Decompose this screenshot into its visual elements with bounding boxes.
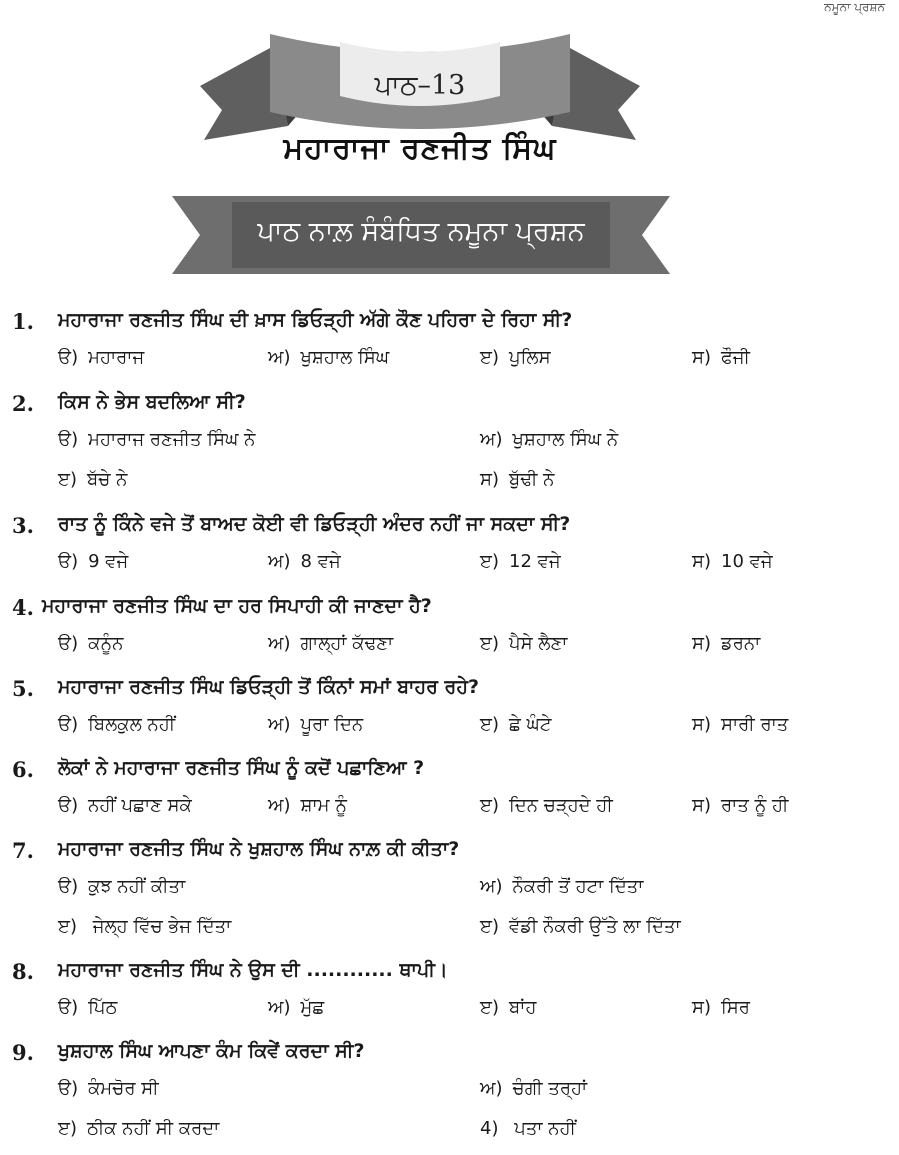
- question-6-options: [0, 794, 899, 828]
- option-d: ਸ) ਸਾਰੀ ਰਾਤ: [692, 714, 789, 735]
- option-c: ੲ) ਬਾਂਹ: [480, 997, 537, 1018]
- question-4-options: [0, 632, 899, 666]
- option-b: ਅ) ਨੌਕਰੀ ਤੋਂ ਹਟਾ ਦਿੱਤਾ: [480, 876, 644, 897]
- option-b: ਅ) 8 ਵਜੇ: [268, 551, 341, 572]
- option-c: ੲ) ਦਿਨ ਚੜ੍ਹਦੇ ਹੀ: [480, 795, 613, 816]
- option-d: ਸ) ਸਿਰ: [692, 997, 750, 1018]
- question-number: 6.: [12, 757, 34, 782]
- question-number: 5.: [12, 676, 34, 701]
- option-d: ਸ) ਰਾਤ ਨੂੰ ਹੀ: [692, 795, 789, 816]
- option-c: ੲ) ਬੱਚੇ ਨੇ: [58, 469, 128, 490]
- section-banner: [172, 196, 670, 274]
- question-7-options-row1: [0, 875, 899, 909]
- option-b: ਅ) ਮੁੱਛ: [268, 997, 325, 1018]
- option-a: ੳ) ਮਹਾਰਾਜ: [58, 347, 145, 368]
- option-d: ਸ) ਡਰਨਾ: [692, 633, 761, 654]
- option-a: ੳ) ਨਹੀਂ ਪਛਾਣ ਸਕੇ: [58, 795, 192, 816]
- option-b: ਅ) ਸ਼ਾਮ ਨੂੰ: [268, 795, 347, 816]
- question-text: ਮਹਾਰਾਜਾ ਰਣਜੀਤ ਸਿੰਘ ਡਿਓੜ੍ਹੀ ਤੋਂ ਕਿੰਨਾਂ ਸਮਾਂ ਬਾਹਰ ਰਹੇ?: [58, 676, 480, 698]
- option-b: ਅ) ਪੂਰਾ ਦਿਨ: [268, 714, 364, 735]
- option-c: ੲ) ਛੇ ਘੰਟੇ: [480, 714, 552, 735]
- option-b: ਅ) ਖੁਸ਼ਹਾਲ ਸਿੰਘ ਨੇ: [480, 429, 619, 450]
- question-8-options: [0, 996, 899, 1030]
- question-1-options: [0, 346, 899, 380]
- question-5: [0, 673, 899, 707]
- question-4: [0, 592, 899, 626]
- option-d: 4) ਪਤਾ ਨਹੀਂ: [480, 1118, 576, 1139]
- question-3-options: [0, 550, 899, 584]
- question-number: 8.: [12, 959, 34, 984]
- option-d: ਸ) 10 ਵਜੇ: [692, 551, 773, 572]
- option-b: ਅ) ਖੁਸ਼ਹਾਲ ਸਿੰਘ: [268, 347, 390, 368]
- question-number: 9.: [12, 1040, 34, 1065]
- question-number: 1.: [12, 309, 34, 334]
- question-7: [0, 835, 899, 869]
- question-9-options-row1: [0, 1077, 899, 1111]
- option-d: ਸ) ਫੌਜੀ: [692, 347, 750, 368]
- question-9-options-row2: [0, 1117, 899, 1151]
- question-7-options-row2: [0, 915, 899, 949]
- question-text: ਖੁਸ਼ਹਾਲ ਸਿੰਘ ਆਪਣਾ ਕੰਮ ਕਿਵੇਂ ਕਰਦਾ ਸੀ?: [58, 1040, 365, 1062]
- question-text: ਮਹਾਰਾਜਾ ਰਣਜੀਤ ਸਿੰਘ ਨੇ ਖੁਸ਼ਹਾਲ ਸਿੰਘ ਨਾਲ਼ ਕੀ ਕੀਤਾ?: [58, 838, 460, 860]
- option-c: ੲ) ਪੈਸੇ ਲੈਣਾ: [480, 633, 568, 654]
- option-a: ੳ) ਪਿੱਠ: [58, 997, 118, 1018]
- option-a: ੳ) ਬਿਲਕੁਲ ਨਹੀਂ: [58, 714, 176, 735]
- question-number: 7.: [12, 838, 34, 863]
- question-8: [0, 956, 899, 990]
- question-1: [0, 306, 899, 340]
- question-2: [0, 388, 899, 422]
- question-text: ਲੋਕਾਂ ਨੇ ਮਹਾਰਾਜਾ ਰਣਜੀਤ ਸਿੰਘ ਨੂੰ ਕਦੋਂ ਪਛਾਣਿਆ ?: [58, 757, 425, 779]
- question-number: 2.: [12, 391, 34, 416]
- question-3: [0, 510, 899, 544]
- option-a: ੳ) ਮਹਾਰਾਜ ਰਣਜੀਤ ਸਿੰਘ ਨੇ: [58, 429, 256, 450]
- question-text: ਮਹਾਰਾਜਾ ਰਣਜੀਤ ਸਿੰਘ ਨੇ ਉਸ ਦੀ ............ ਥਾਪੀ।: [58, 959, 448, 981]
- option-a: ੳ) ਕੰਮਚੋਰ ਸੀ: [58, 1078, 159, 1099]
- chapter-ribbon-banner: [200, 28, 640, 178]
- option-c: ੲ) ਠੀਕ ਨਹੀਂ ਸੀ ਕਰਦਾ: [58, 1118, 220, 1139]
- chapter-title: ਮਹਾਰਾਜਾ ਰਣਜੀਤ ਸਿੰਘ: [283, 131, 557, 166]
- option-c: ੲ) ਪੁਲਿਸ: [480, 347, 551, 368]
- question-5-options: [0, 713, 899, 747]
- section-title: ਪਾਠ ਨਾਲ਼ ਸੰਬੰਧਿਤ ਨਮੂਨਾ ਪ੍ਰਸ਼ਨ: [257, 216, 585, 247]
- lesson-number: ਪਾਠ–13: [374, 70, 466, 101]
- question-2-options-row2: [0, 468, 899, 502]
- option-d: ਸ) ਬੁੱਢੀ ਨੇ: [480, 469, 555, 490]
- option-b: ਅ) ਚੰਗੀ ਤਰ੍ਹਾਂ: [480, 1078, 588, 1099]
- question-2-options-row1: [0, 428, 899, 462]
- question-6: [0, 754, 899, 788]
- question-text: ਮਹਾਰਾਜਾ ਰਣਜੀਤ ਸਿੰਘ ਦੀ ਖ਼ਾਸ ਡਿਓੜ੍ਹੀ ਅੱਗੇ ਕੌਣ ਪਹਿਰਾ ਦੇ ਰਿਹਾ ਸੀ?: [58, 309, 573, 331]
- question-text: ਰਾਤ ਨੂੰ ਕਿੰਨੇ ਵਜੇ ਤੋਂ ਬਾਅਦ ਕੋਈ ਵੀ ਡਿਓੜ੍ਹੀ ਅੰਦਰ ਨਹੀਂ ਜਾ ਸਕਦਾ ਸੀ?: [58, 513, 571, 535]
- option-c: ੲ) ਜੇਲ੍ਹ ਵਿੱਚ ਭੇਜ ਦਿੱਤਾ: [58, 916, 232, 937]
- option-a: ੳ) ਕੁਝ ਨਹੀਂ ਕੀਤਾ: [58, 876, 186, 897]
- option-c: ੲ) 12 ਵਜੇ: [480, 551, 561, 572]
- option-a: ੳ) 9 ਵਜੇ: [58, 551, 129, 572]
- question-text: ਮਹਾਰਾਜਾ ਰਣਜੀਤ ਸਿੰਘ ਦਾ ਹਰ ਸਿਪਾਹੀ ਕੀ ਜਾਣਦਾ ਹੈ?: [42, 595, 432, 617]
- option-d: ੲ) ਵੱਡੀ ਨੌਕਰੀ ਉੱਤੇ ਲਾ ਦਿੱਤਾ: [480, 916, 681, 937]
- option-b: ਅ) ਗਾਲ੍ਹਾਂ ਕੱਢਣਾ: [268, 633, 394, 654]
- question-number: 3.: [12, 513, 34, 538]
- question-9: [0, 1037, 899, 1071]
- corner-header-text: ਨਮੂਨਾ ਪ੍ਰਸ਼ਨ: [824, 0, 885, 14]
- question-text: ਕਿਸ ਨੇ ਭੇਸ ਬਦਲਿਆ ਸੀ?: [58, 391, 246, 413]
- question-number: 4.: [12, 595, 34, 620]
- option-a: ੳ) ਕਨੂੰਨ: [58, 633, 124, 654]
